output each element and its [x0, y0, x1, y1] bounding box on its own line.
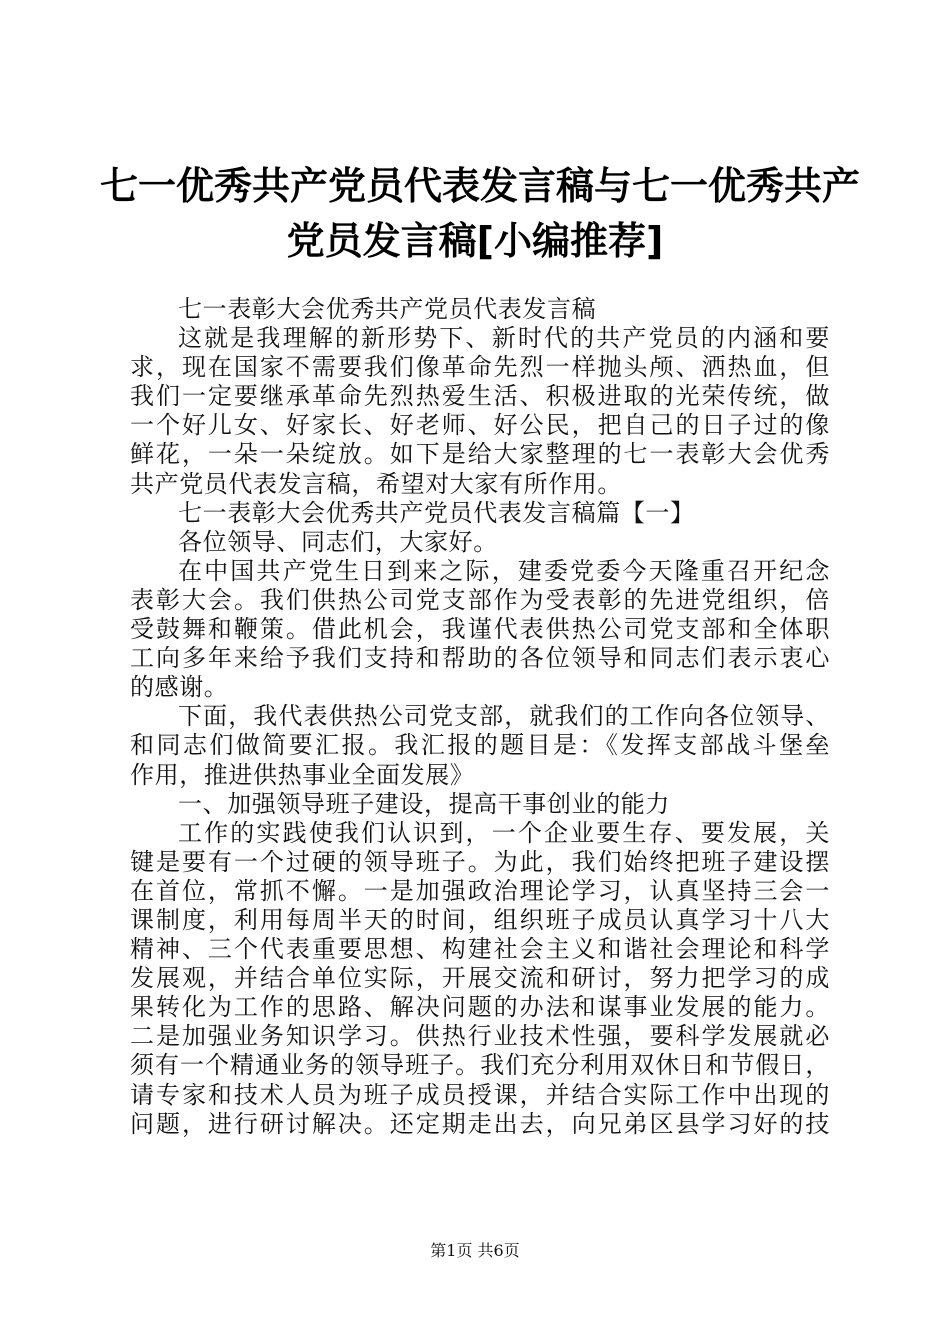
body-text-line: 我们一定要继承革命先烈热爱生活、积极进取的光荣传统，做 — [130, 382, 830, 411]
body-text-line: 请专家和技术人员为班子成员授课，并结合实际工作中出现的 — [130, 1080, 830, 1109]
body-text-line: 课制度，利用每周半天的时间，组织班子成员认真学习十八大 — [130, 905, 830, 934]
body-text-line: 七一表彰大会优秀共产党员代表发言稿 — [178, 295, 597, 323]
body-text-line: 须有一个精通业务的领导班子。我们充分利用双休日和节假日， — [130, 1051, 830, 1080]
body-text-line: 各位领导、同志们，大家好。 — [178, 527, 498, 556]
document-body — [130, 295, 830, 1139]
body-text-line: 一个好儿女、好家长、好老师、好公民，把自己的日子过的像 — [130, 411, 830, 440]
body-text-line: 发展观，并结合单位实际，开展交流和研讨，努力把学习的成 — [130, 964, 830, 993]
body-text-line: 键是要有一个过硬的领导班子。为此，我们始终把班子建设摆 — [130, 847, 830, 876]
body-text-line: 精神、三个代表重要思想、构建社会主义和谐社会理论和科学 — [130, 935, 830, 964]
body-text-line: 工向多年来给予我们支持和帮助的各位领导和同志们表示衷心 — [130, 644, 830, 673]
body-text-line: 受鼓舞和鞭策。借此机会，我谨代表供热公司党支部和全体职 — [130, 615, 830, 644]
body-text-line: 工作的实践使我们认识到，一个企业要生存、要发展，关 — [178, 818, 830, 847]
body-text-line: 和同志们做简要汇报。我汇报的题目是：《发挥支部战斗堡垒 — [130, 731, 830, 760]
document-title-line-1: 七一优秀共产党员代表发言稿与七一优秀共产 — [100, 164, 861, 208]
body-text-line: 问题，进行研讨解决。还定期走出去，向兄弟区县学习好的技 — [130, 1109, 830, 1138]
page-footer: 第1页 共6页 — [430, 1241, 520, 1260]
body-text-line: 的感谢。 — [130, 673, 229, 702]
body-text-line: 共产党员代表发言稿，希望对大家有所作用。 — [130, 469, 622, 498]
body-text-line: 一、加强领导班子建设，提高干事创业的能力 — [178, 789, 670, 818]
body-text-line: 果转化为工作的思路、解决问题的办法和谋事业发展的能力。 — [130, 993, 830, 1022]
body-text-line: 作用，推进供热事业全面发展》 — [130, 760, 475, 789]
body-text-line: 鲜花，一朵一朵绽放。如下是给大家整理的七一表彰大会优秀 — [130, 440, 830, 469]
body-text-line: 表彰大会。我们供热公司党支部作为受表彰的先进党组织，倍 — [130, 585, 830, 614]
body-text-line: 下面，我代表供热公司党支部，就我们的工作向各位领导、 — [178, 702, 830, 731]
body-text-line: 在首位，常抓不懈。一是加强政治理论学习，认真坚持三会一 — [130, 876, 830, 905]
body-text-line: 七一表彰大会优秀共产党员代表发言稿篇【一】 — [178, 498, 695, 527]
body-text-line: 求，现在国家不需要我们像革命先烈一样抛头颅、洒热血，但 — [130, 353, 830, 382]
body-text-line: 二是加强业务知识学习。供热行业技术性强，要科学发展就必 — [130, 1022, 830, 1051]
body-text-line: 这就是我理解的新形势下、新时代的共产党员的内涵和要 — [178, 324, 830, 353]
body-text-line: 在中国共产党生日到来之际，建委党委今天隆重召开纪念 — [178, 556, 830, 585]
document-title-line-2: 党员发言稿[小编推荐] — [286, 219, 664, 263]
